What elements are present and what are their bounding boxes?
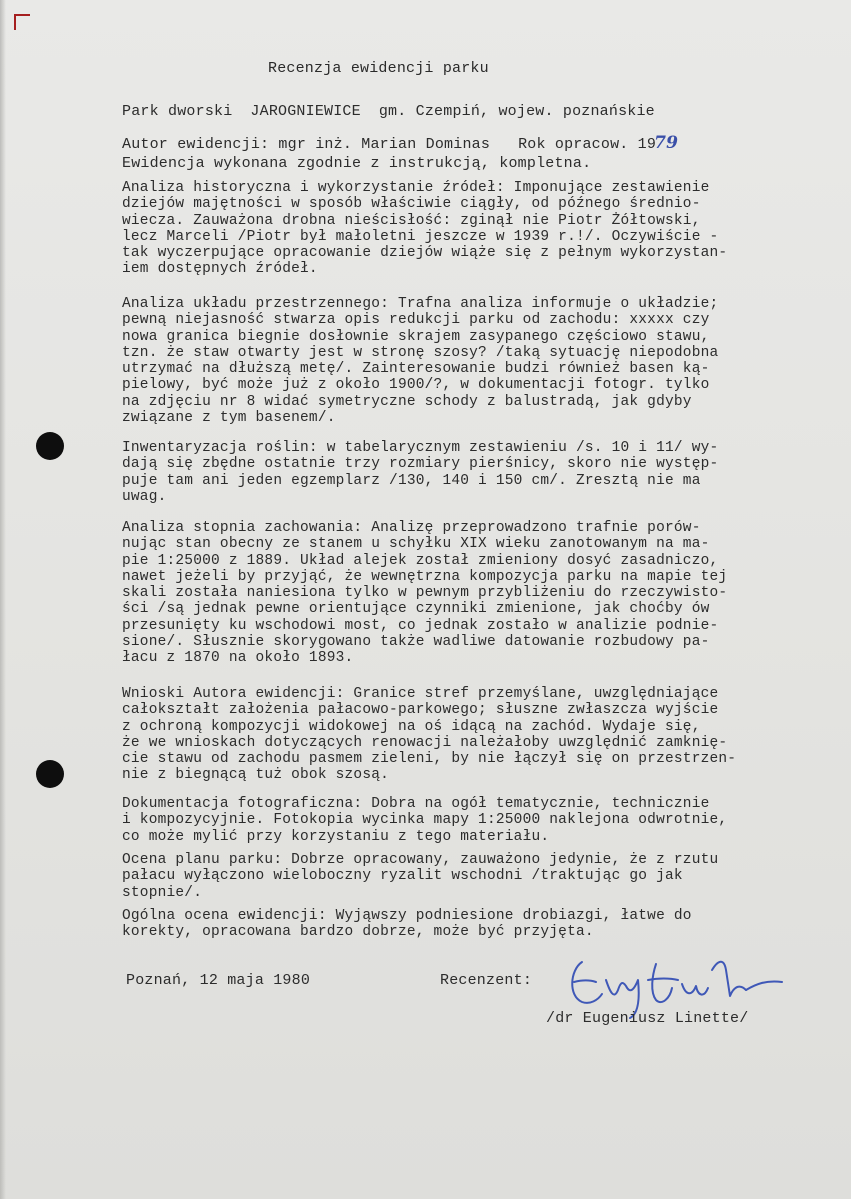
paragraph-plant-inventory: Inwentaryzacja roślin: w tabelarycznym zestawieniu /s. 10 i 11/ wy- dają się zbędne ostatnie trzy rozmiary pierśnicy, skoro nie występ- puje tam ani jeden egzemplarz /130, 140 i 150 cm/. Zresztą nie ma uwag.: [122, 440, 719, 505]
author-text: Autor ewidencji: mgr inż. Marian Dominas: [122, 136, 491, 153]
paragraph-spatial-analysis: Analiza układu przestrzennego: Trafna analiza informuje o układzie; pewną niejasność stwarza opis redukcji parku od zachodu: xxxxx czy nowa granica biegnie dosłownie skrajem zasypanego częściowo stawu, tzn. że staw otwarty jest w stronę szosy? /taką sytuację niepodobna utrzymać na dłuższą metę/. Zainteresowanie budzi również basen ką- pielowy, być może już z około 1900/?, w dokumentacji fotogr. tylko na zdjęciu nr 8 widać symetryczne schody z balustradą, jak gdyby związane z tym basenem/.: [122, 296, 719, 427]
reviewer-label: Recenzent:: [440, 972, 533, 989]
document-title: Recenzja ewidencji parku: [268, 60, 489, 77]
punch-hole: [36, 760, 64, 788]
year-label: Rok opracow. 19: [518, 136, 657, 153]
page-edge-shadow: [0, 0, 6, 1199]
paragraph-park-plan-assessment: Ocena planu parku: Dobrze opracowany, zauważono jedynie, że z rzutu pałacu wyłączono wieloboczny ryzalit wschodni /traktując go jak stopnie/.: [122, 852, 719, 901]
place-date: Poznań, 12 maja 1980: [126, 972, 311, 989]
park-line: [122, 103, 655, 120]
handwritten-year: 79: [654, 133, 679, 153]
paragraph-historical-analysis: Analiza historyczna i wykorzystanie źródeł: Imponujące zestawienie dziejów majętności w sposób właściwie ciągły, od późnego średnio- wiecza. Zauważona drobna nieścisłość: zginął nie Piotr Żółtowski, lecz Marceli /Piotr był małoletni jeszcze w 1939 r.!/. Oczywiście - tak wyczerpujące opracowanie dziejów wiąże się z pełnym wykorzystan- iem dostępnych źródeł.: [122, 180, 728, 278]
paragraph-photo-documentation: Dokumentacja fotograficzna: Dobra na ogół tematycznie, technicznie i kompozycyjnie. Fotokopia wycinka mapy 1:25000 naklejona odwrotnie, co może mylić przy korzystaniu z tego materiału.: [122, 796, 728, 845]
punch-hole: [36, 432, 64, 460]
handwritten-signature: [560, 940, 800, 1020]
reviewer-name: /dr Eugeniusz Linette/: [546, 1010, 749, 1027]
park-label: Park dworski: [122, 103, 233, 120]
author-line: [122, 133, 678, 153]
paragraph-overall-assessment: Ogólna ocena ewidencji: Wyjąwszy podniesione drobiazgi, łatwe do korekty, opracowana bardzo dobrze, może być przyjęta.: [122, 908, 692, 941]
park-location: gm. Czempiń, wojew. poznańskie: [378, 103, 655, 120]
corner-mark: [14, 14, 30, 30]
paragraph-preservation-analysis: Analiza stopnia zachowania: Analizę przeprowadzono trafnie porów- nując stan obecny ze stanem u schyłku XIX wieku zanotowanym na ma- pie 1:25000 z 1889. Układ alejek został zmieniony dosyć zasadniczo, nawet jeżeli by przyjąć, że wewnętrzna kompozycja parku na mapie tej skali została naniesiona tylko w pewnym przybliżeniu do rzeczywisto- ści /są jednak pewne orientujące czynniki zmienione, jak choćby ów przesunięty ku wschodowi most, co jednak zostało w analizie podnie- sione/. Słusznie skorygowano także wadliwe datowanie rozbudowy pa- łacu z 1870 na około 1893.: [122, 520, 728, 667]
park-name: JAROGNIEWICE: [250, 103, 361, 120]
status-line: Ewidencja wykonana zgodnie z instrukcją, kompletna.: [122, 155, 592, 172]
paragraph-author-conclusions: Wnioski Autora ewidencji: Granice stref przemyślane, uwzględniające całokształt założenia pałacowo-parkowego; słuszne zwłaszcza wyjście z ochroną kompozycji widokowej na oś idącą na zachód. Wydaje się, że we wnioskach dotyczących renowacji należałoby uwzględnić zamknię- cie stawu od zachodu pasmem zieleni, by nie łączył się on przestrzen- nie z biegnącą tuż obok szosą.: [122, 686, 737, 784]
